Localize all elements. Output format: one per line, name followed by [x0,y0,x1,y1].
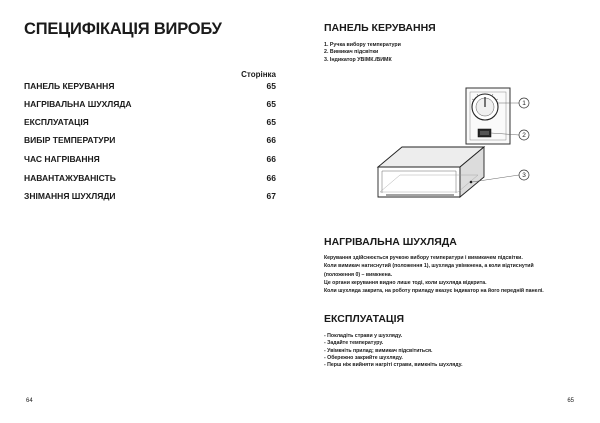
light-switch-icon [478,129,491,137]
callout-number: 2 [522,132,526,140]
list-item: 1. Ручка вибору температури [324,42,401,48]
heating-drawer-heading: НАГРІВАЛЬНА ШУХЛЯДА [324,236,457,248]
callout-1 [519,98,529,108]
temperature-knob-icon [472,94,498,120]
list-item: 2. Вимикач підсвітки [324,49,379,56]
callout-3 [519,170,529,180]
toc-label: ЧАС НАГРІВАННЯ [24,154,100,164]
text-line: Керування здійснюється ручкою вибору температури і вимикачем підсвітки. [324,255,523,261]
toc-page: 65 [266,99,276,109]
list-item: - Покладіть страви у шухляду. [324,333,403,339]
heating-drawer-text [324,254,564,295]
toc-label: ВИБІР ТЕМПЕРАТУРИ [24,135,116,145]
text-line: Коли шухляда закрита, на роботу приладу вказує індикатор на його передній панелі. [324,288,544,295]
toc-page: 65 [266,81,276,91]
toc-label: ЕКСПЛУАТАЦІЯ [24,117,89,127]
callout-number: 3 [522,172,526,180]
drawer-illustration [378,147,484,197]
callout-2 [519,130,529,140]
list-item: 3. Індикатор УВІМК./ВИМК [324,56,392,63]
toc-row[interactable] [24,153,276,165]
toc-row[interactable] [24,190,276,202]
operation-heading: ЕКСПЛУАТАЦІЯ [324,313,405,325]
toc-row[interactable] [24,80,276,92]
list-item: - Увімкніть прилад; вимикач підсвітиться. [324,347,433,354]
page-number-left: 64 [26,398,33,404]
warming-drawer-diagram [372,85,532,210]
toc-page: 65 [266,117,276,127]
text-line: Коли вимикач натиснутий (положення 1), шухляда увімкнена, а коли відтиснутий [324,263,534,270]
toc-label: НАГРІВАЛЬНА ШУХЛЯДА [24,99,132,109]
toc-row[interactable] [24,98,276,110]
right-page [300,0,600,423]
on-off-indicator-icon [470,181,473,184]
toc-row[interactable] [24,116,276,128]
control-panel-heading: ПАНЕЛЬ КЕРУВАННЯ [324,22,436,34]
toc-row[interactable] [24,134,276,146]
list-item: - Перш ніж вийняти нагріті страви, вимкніть шухляду. [324,362,463,369]
toc-label: ПАНЕЛЬ КЕРУВАННЯ [24,81,115,91]
list-item: - Обережно закрийте шухляду. [324,354,403,361]
list-item: - Задайте температуру. [324,340,384,347]
operation-steps [324,333,463,369]
control-panel-illustration [466,88,510,144]
toc-page: 67 [266,191,276,201]
text-line: (положення 0) – вимкнена. [324,271,393,278]
toc-page: 66 [266,135,276,145]
control-panel-list [324,42,401,64]
toc-page: 66 [266,173,276,183]
toc-label: ЗНІМАННЯ ШУХЛЯДИ [24,191,116,201]
toc-page-column-header: Сторінка [241,70,276,79]
toc-label: НАВАНТАЖУВАНІСТЬ [24,173,116,183]
toc-row[interactable] [24,172,276,184]
callout-number: 1 [522,100,526,108]
text-line: Це органи керування видно лише тоді, коли шухляда відкрита. [324,279,487,286]
toc-page: 66 [266,154,276,164]
page-title: СПЕЦИФІКАЦІЯ ВИРОБУ [24,20,222,38]
page-number-right: 65 [567,398,574,404]
